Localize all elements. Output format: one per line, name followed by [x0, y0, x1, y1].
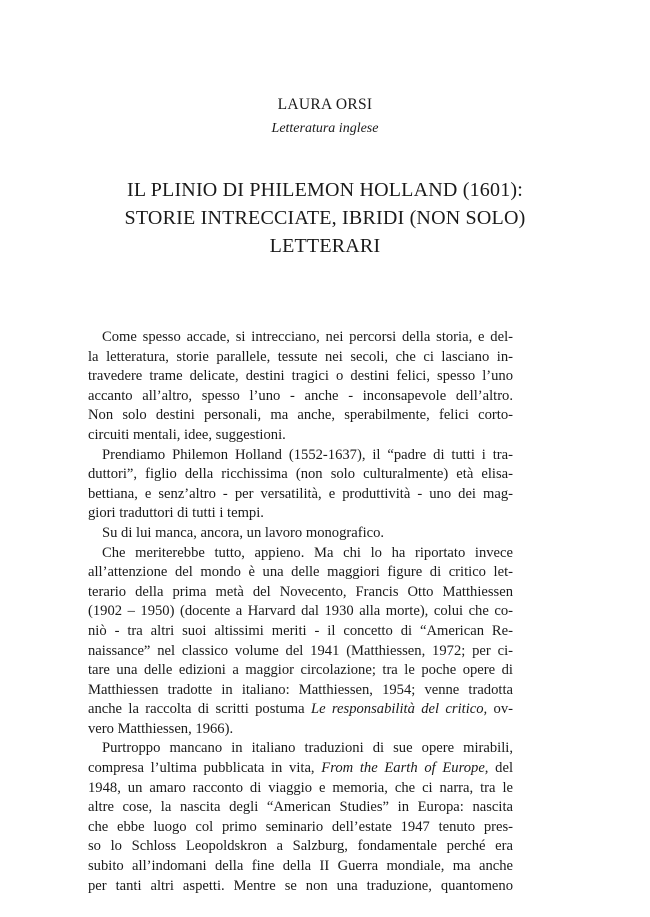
- text-line: [88, 759, 513, 779]
- title-line: LETTERARI: [269, 235, 381, 257]
- text-line: subito all’indomani della fine della II Guerra mondiale, ma anche: [88, 858, 513, 875]
- text-line: vero Matthiessen, 1966).: [88, 720, 234, 737]
- text-line: Non solo destini personali, ma anche, sperabilmente, felici corto-: [88, 407, 513, 424]
- text-line: 1948, un amaro racconto di viaggio e memoria, che ci narra, tra le: [88, 779, 513, 796]
- text-line: Come spesso accade, si intrecciano, nei percorsi della storia, e del-: [102, 329, 513, 345]
- text-line: Purtroppo mancano in italiano traduzioni di sue opere mirabili,: [102, 740, 513, 757]
- text-line: terario della prima metà del Novecento, Francis Otto Matthiessen: [88, 583, 513, 600]
- text-line: che ebbe luogo col primo seminario dell’estate 1947 tenuto pres-: [88, 818, 513, 835]
- text-line: naissance” nel classico volume del 1941 (Matthiessen, 1972; per ci-: [88, 642, 513, 659]
- title-line: STORIE INTRECCIATE, IBRIDI (NON SOLO): [124, 207, 526, 229]
- author-name: LAURA ORSI: [277, 96, 373, 113]
- text-line: all’attenzione del mondo è una delle maggiori figure di critico let-: [88, 564, 513, 581]
- text-line: duttori”, figlio della ricchissima (non solo culturalmente) età elisa-: [88, 466, 513, 483]
- text-line: Che meriterebbe tutto, appieno. Ma chi lo ha riportato invece: [102, 544, 513, 561]
- italic-book-title: From the Earth of Europe,: [321, 760, 489, 777]
- text-line: altre cose, la nascita degli “American Studies” in Europa: nascita: [88, 799, 513, 816]
- text-segment: del: [488, 760, 513, 777]
- text-line: Matthiessen tradotte in italiano: Matthiessen, 1954; venne tradotta: [88, 681, 513, 698]
- text-line: travedere trame delicate, destini tragici o destini felici, spesso l’uno: [88, 368, 513, 385]
- text-line: giori traduttori di tutti i tempi.: [88, 505, 264, 522]
- text-segment: compresa l’ultima pubblicata in vita,: [88, 760, 322, 777]
- article-title: [60, 176, 590, 260]
- text-line: niò - tra altri suoi altissimi meriti - il concetto di “American Re-: [88, 622, 513, 639]
- text-segment: ov-: [487, 701, 514, 718]
- text-line: per tanti altri aspetti. Mentre se non una traduzione, quantomeno: [88, 877, 513, 894]
- text-line: [88, 700, 513, 720]
- body-text: [88, 328, 513, 896]
- text-line: Su di lui manca, ancora, un lavoro monografico.: [102, 524, 385, 541]
- italic-book-title: Le responsabilità del critico,: [310, 701, 488, 718]
- text-segment: anche la raccolta di scritti postuma: [88, 701, 311, 718]
- text-line: circuiti mentali, idee, suggestioni.: [88, 426, 286, 443]
- text-line: bettiana, e senz’altro - per versatilità, e produttività - uno dei mag-: [88, 485, 513, 502]
- author-affiliation: Letteratura inglese: [271, 121, 379, 136]
- text-line: Prendiamo Philemon Holland (1552-1637), il “padre di tutti i tra-: [102, 446, 513, 463]
- text-line: (1902 – 1950) (docente a Harvard dal 1930 alla morte), colui che co-: [88, 603, 513, 620]
- title-line: IL PLINIO DI PHILEMON HOLLAND (1601):: [126, 179, 524, 201]
- text-line: so lo Schloss Leopoldskron a Salzburg, fondamentale perché era: [88, 838, 513, 855]
- text-line: la letteratura, storie parallele, tessute nei secoli, che ci lasciano in-: [88, 348, 513, 365]
- text-line: tare una delle edizioni a maggior circolazione; tra le poche opere di: [88, 662, 513, 679]
- text-line: accanto all’altro, spesso l’uno - anche - inconsapevole dell’altro.: [88, 387, 513, 404]
